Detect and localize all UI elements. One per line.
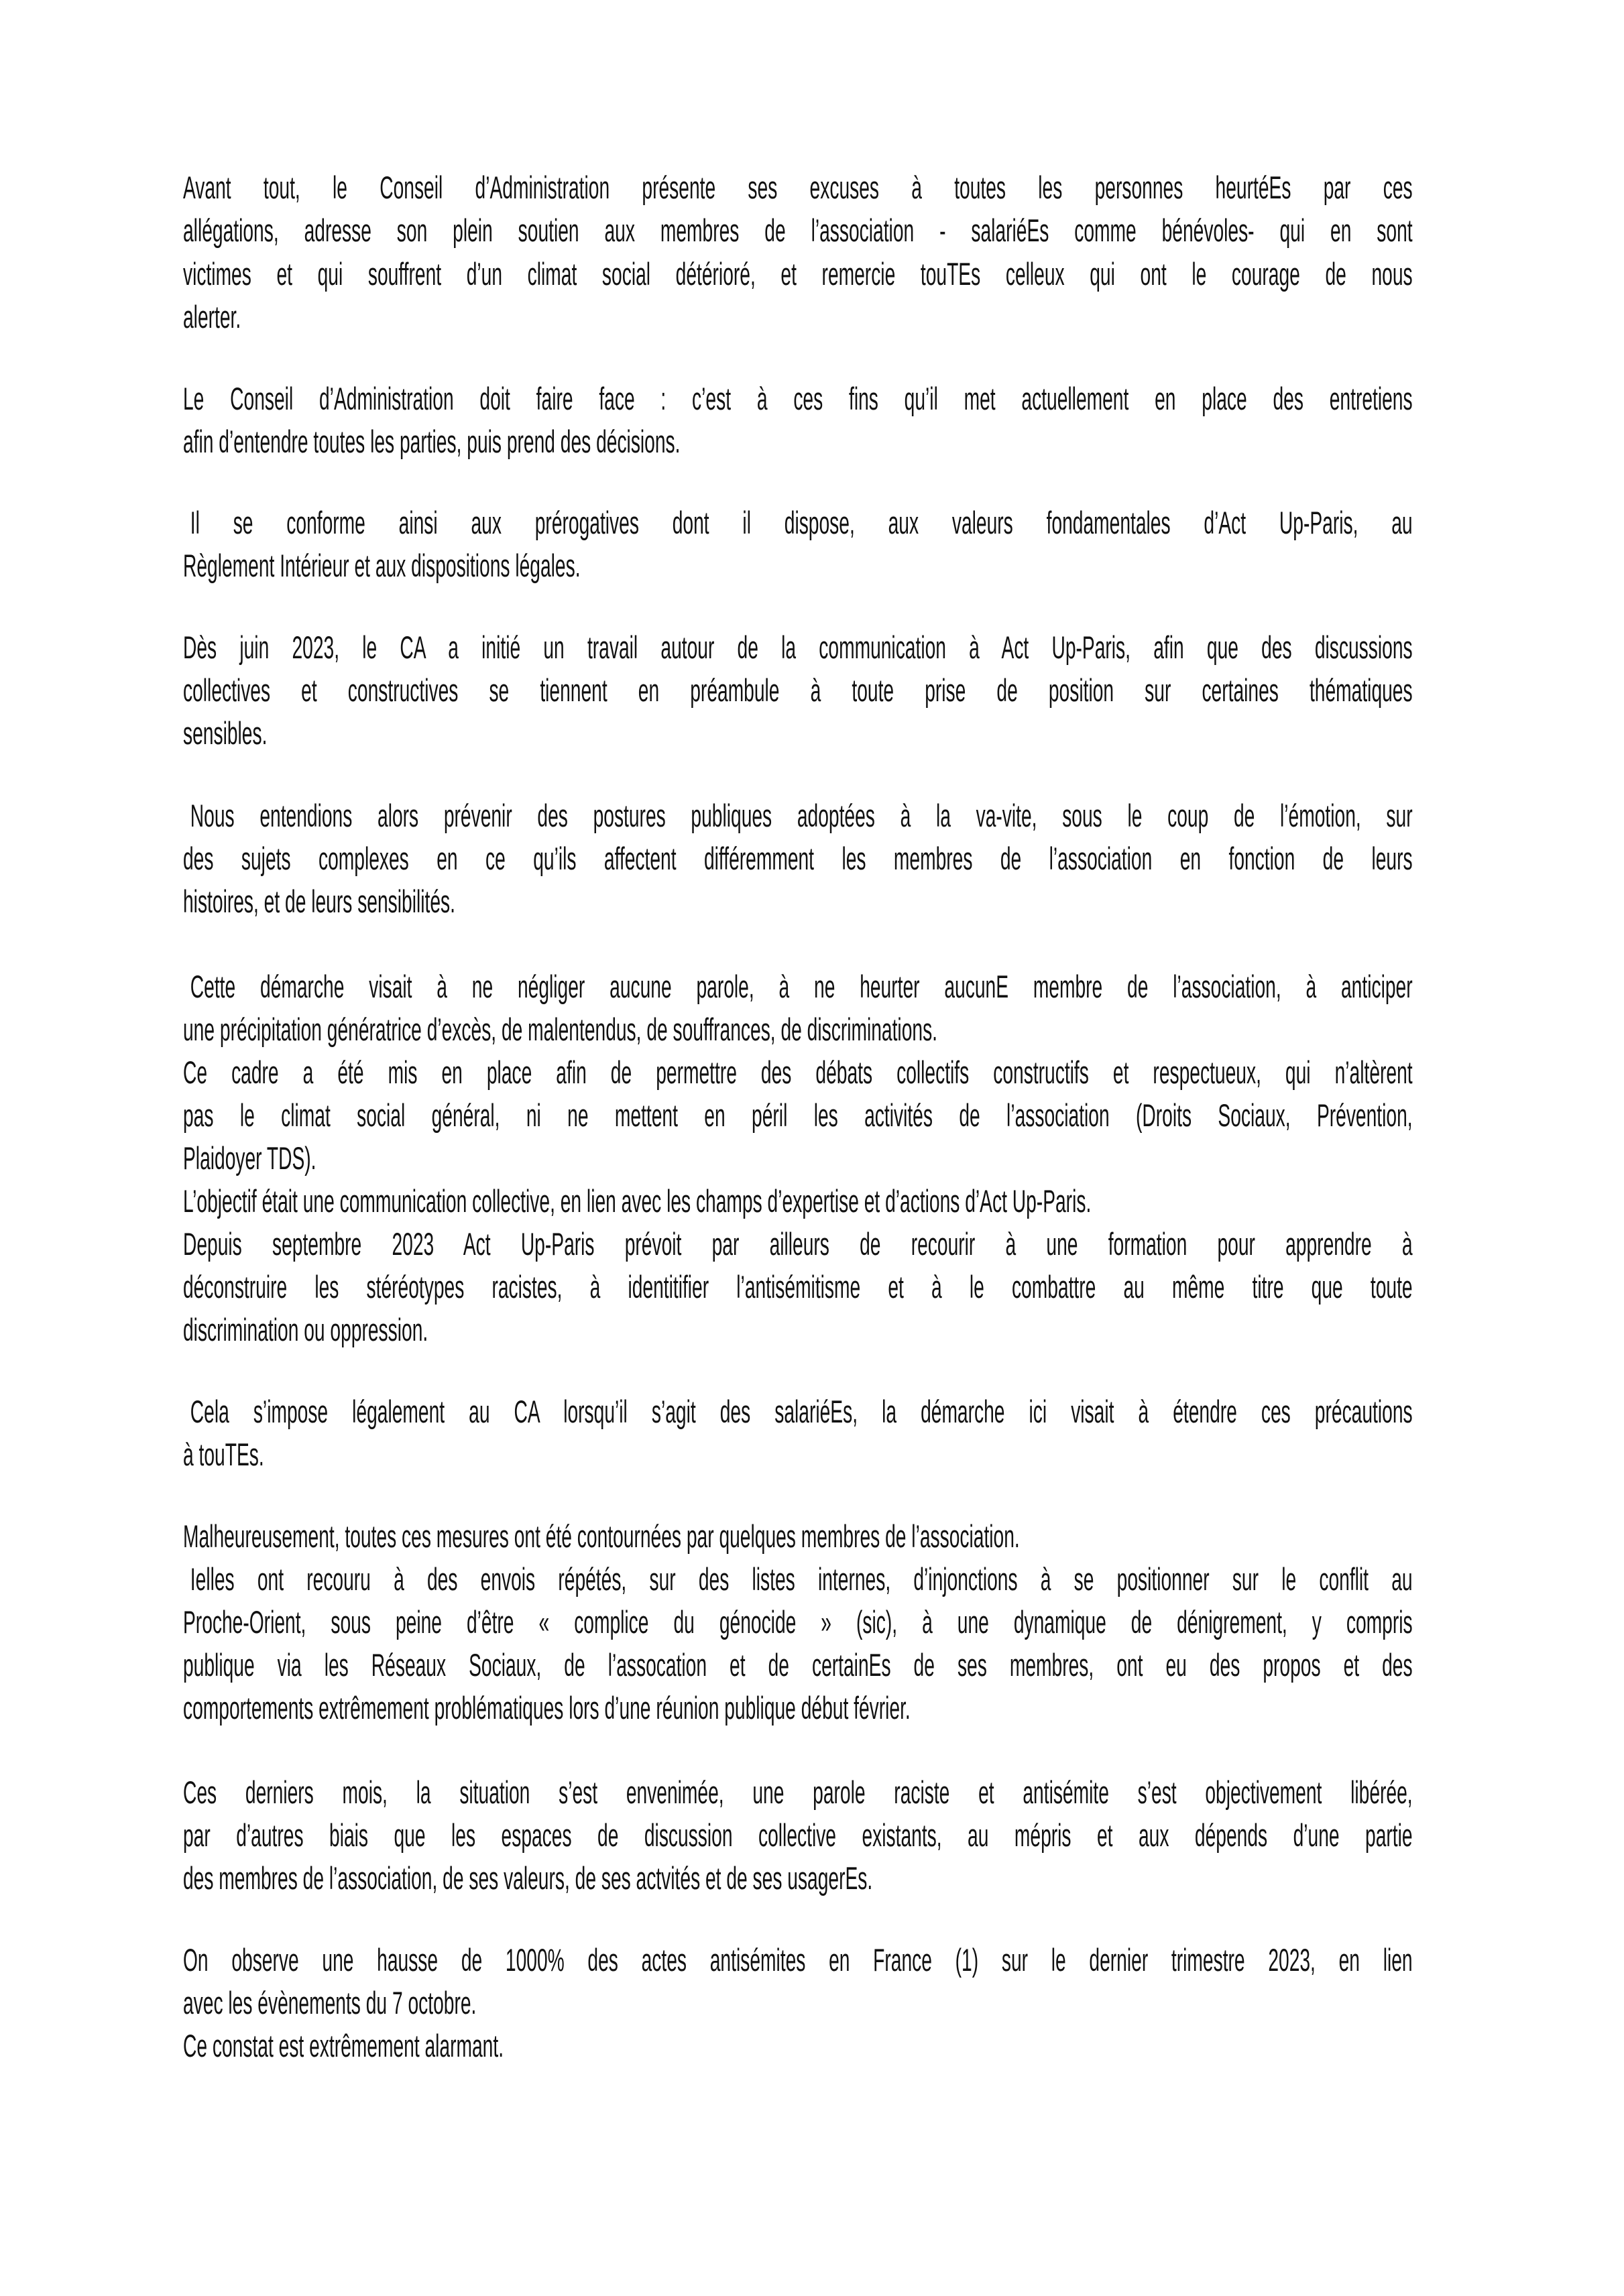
text-line [183, 629, 1413, 669]
text-line-content: Ce constat est extrêmement alarmant. [183, 2028, 504, 2063]
text-line-content: Nous entendions alors prévenir des postures publiques adoptées à la va-vite, sous le coup de l’émotion, sur [190, 798, 1413, 833]
text-line-content: Le Conseil d’Administration doit faire face : c’est à ces fins qu’il met actuellement en place des entretiens [183, 381, 1413, 416]
text-line [183, 1225, 1413, 1266]
text-line [183, 1774, 1413, 1814]
text-line-content: Depuis septembre 2023 Act Up-Paris prévoit par ailleurs de recourir à une formation pour apprendre à [183, 1226, 1413, 1262]
text-line [183, 169, 1413, 209]
text-line-content: discrimination ou oppression. [183, 1312, 428, 1347]
text-line [183, 1054, 1413, 1094]
text-line [183, 212, 1413, 252]
text-line [183, 1097, 1413, 1137]
text-line-content: par d’autres biais que les espaces de discussion collective existants, au mépris et aux dépends d’une partie [183, 1817, 1413, 1853]
text-line [183, 797, 1413, 837]
text-line-content: Plaidoyer TDS). [183, 1140, 316, 1176]
text-line-content: Cela s’impose légalement au CA lorsqu’il s’agit des salariéEs, la démarche ici visait à étendre ces précautions [190, 1394, 1413, 1429]
text-line-content: des sujets complexes en ce qu’ils affectent différemment les membres de l’association en fonction de leurs [183, 841, 1413, 876]
text-line-content: publique via les Réseaux Sociaux, de l’assocation et de certainEs de ses membres, ont eu des propos et des [183, 1647, 1413, 1683]
text-line-content: Dès juin 2023, le CA a initié un travail autour de la communication à Act Up-Paris, afin que des discussions [183, 629, 1413, 665]
text-line [183, 883, 1413, 923]
text-line-content: alerter. [183, 299, 241, 335]
text-line-content: Ces derniers mois, la situation s’est envenimée, une parole raciste et antisémite s’est objectivement libérée, [183, 1774, 1413, 1810]
text-line [183, 1393, 1413, 1433]
text-line [183, 1268, 1413, 1309]
text-line-content: Malheureusement, toutes ces mesures ont été contournées par quelques membres de l’association. [183, 1518, 1020, 1554]
text-line [183, 298, 1413, 339]
text-line [183, 840, 1413, 880]
text-line-content: Ce cadre a été mis en place afin de permettre des débats collectifs constructifs et respectueux, qui n’altèrent [183, 1054, 1413, 1090]
text-line-content: Avant tout, le Conseil d’Administration présente ses excuses à toutes les personnes heurtéEs par ces [183, 170, 1413, 205]
text-line-content: Proche-Orient, sous peine d’être « complice du génocide » (sic), à une dynamique de dénigrement, y compris [183, 1604, 1413, 1640]
text-line [183, 380, 1413, 420]
text-line [183, 1011, 1413, 1051]
text-line [183, 504, 1413, 544]
text-line-content: déconstruire les stéréotypes racistes, à identitifier l’antisémitisme et à le combattre au même titre que toute [183, 1269, 1413, 1305]
text-line-content: histoires, et de leurs sensibilités. [183, 884, 455, 919]
text-line-content: victimes et qui souffrent d’un climat social détérioré, et remercie touTEs celleux qui ont le courage de nous [183, 256, 1413, 292]
text-line [183, 547, 1413, 587]
text-line [183, 1311, 1413, 1351]
text-line-content: avec les évènements du 7 octobre. [183, 1985, 477, 2020]
text-line [183, 255, 1413, 296]
text-line [183, 1689, 1413, 1730]
text-line-content: pas le climat social général, ni ne mettent en péril les activités de l’association (Droits Sociaux, Prévention, [183, 1097, 1413, 1133]
text-line [183, 1941, 1413, 1982]
text-line-content: On observe une hausse de 1000% des actes antisémites en France (1) sur le dernier trimestre 2023, en lien [183, 1942, 1413, 1978]
text-line [183, 1140, 1413, 1180]
text-line [183, 1860, 1413, 1900]
text-line-content: Il se conforme ainsi aux prérogatives dont il dispose, aux valeurs fondamentales d’Act Up-Paris, au [190, 505, 1413, 540]
text-line-content: sensibles. [183, 715, 268, 751]
text-line-content: des membres de l’association, de ses valeurs, de ses actvités et de ses usagerEs. [183, 1860, 873, 1896]
text-line-content: afin d’entendre toutes les parties, puis prend des décisions. [183, 424, 681, 459]
text-line [183, 1518, 1413, 1558]
text-line-content: comportements extrêmement problématiques lors d’une réunion publique début février. [183, 1690, 911, 1726]
text-line [183, 1561, 1413, 1601]
text-line-content: Règlement Intérieur et aux dispositions légales. [183, 548, 581, 583]
text-line [183, 672, 1413, 712]
text-line-content: collectives et constructives se tiennent en préambule à toute prise de position sur certaines thématiques [183, 672, 1413, 708]
text-line-content: allégations, adresse son plein soutien aux membres de l’association - salariéEs comme bénévoles- qui en sont [183, 213, 1413, 248]
text-line [183, 715, 1413, 755]
text-line-content: Cette démarche visait à ne négliger aucune parole, à ne heurter aucunE membre de l’association, à anticiper [190, 969, 1413, 1004]
text-line-content: Ielles ont recouru à des envois répétés, sur des listes internes, d’injonctions à se positionner sur le conflit au [190, 1561, 1413, 1597]
text-line [183, 1183, 1413, 1223]
text-line [183, 423, 1413, 463]
text-line-content: une précipitation génératrice d’excès, de malentendus, de souffrances, de discriminations. [183, 1012, 937, 1047]
text-line [183, 1817, 1413, 1857]
text-line [183, 1436, 1413, 1476]
text-line-content: L’objectif était une communication collective, en lien avec les champs d’expertise et d’actions d’Act Up-Paris. [183, 1183, 1092, 1219]
text-line [183, 1646, 1413, 1687]
text-line [183, 1984, 1413, 2025]
text-line-content: à touTEs. [183, 1437, 264, 1472]
text-line [183, 968, 1413, 1008]
text-line [183, 1604, 1413, 1644]
text-line [183, 2027, 1413, 2067]
